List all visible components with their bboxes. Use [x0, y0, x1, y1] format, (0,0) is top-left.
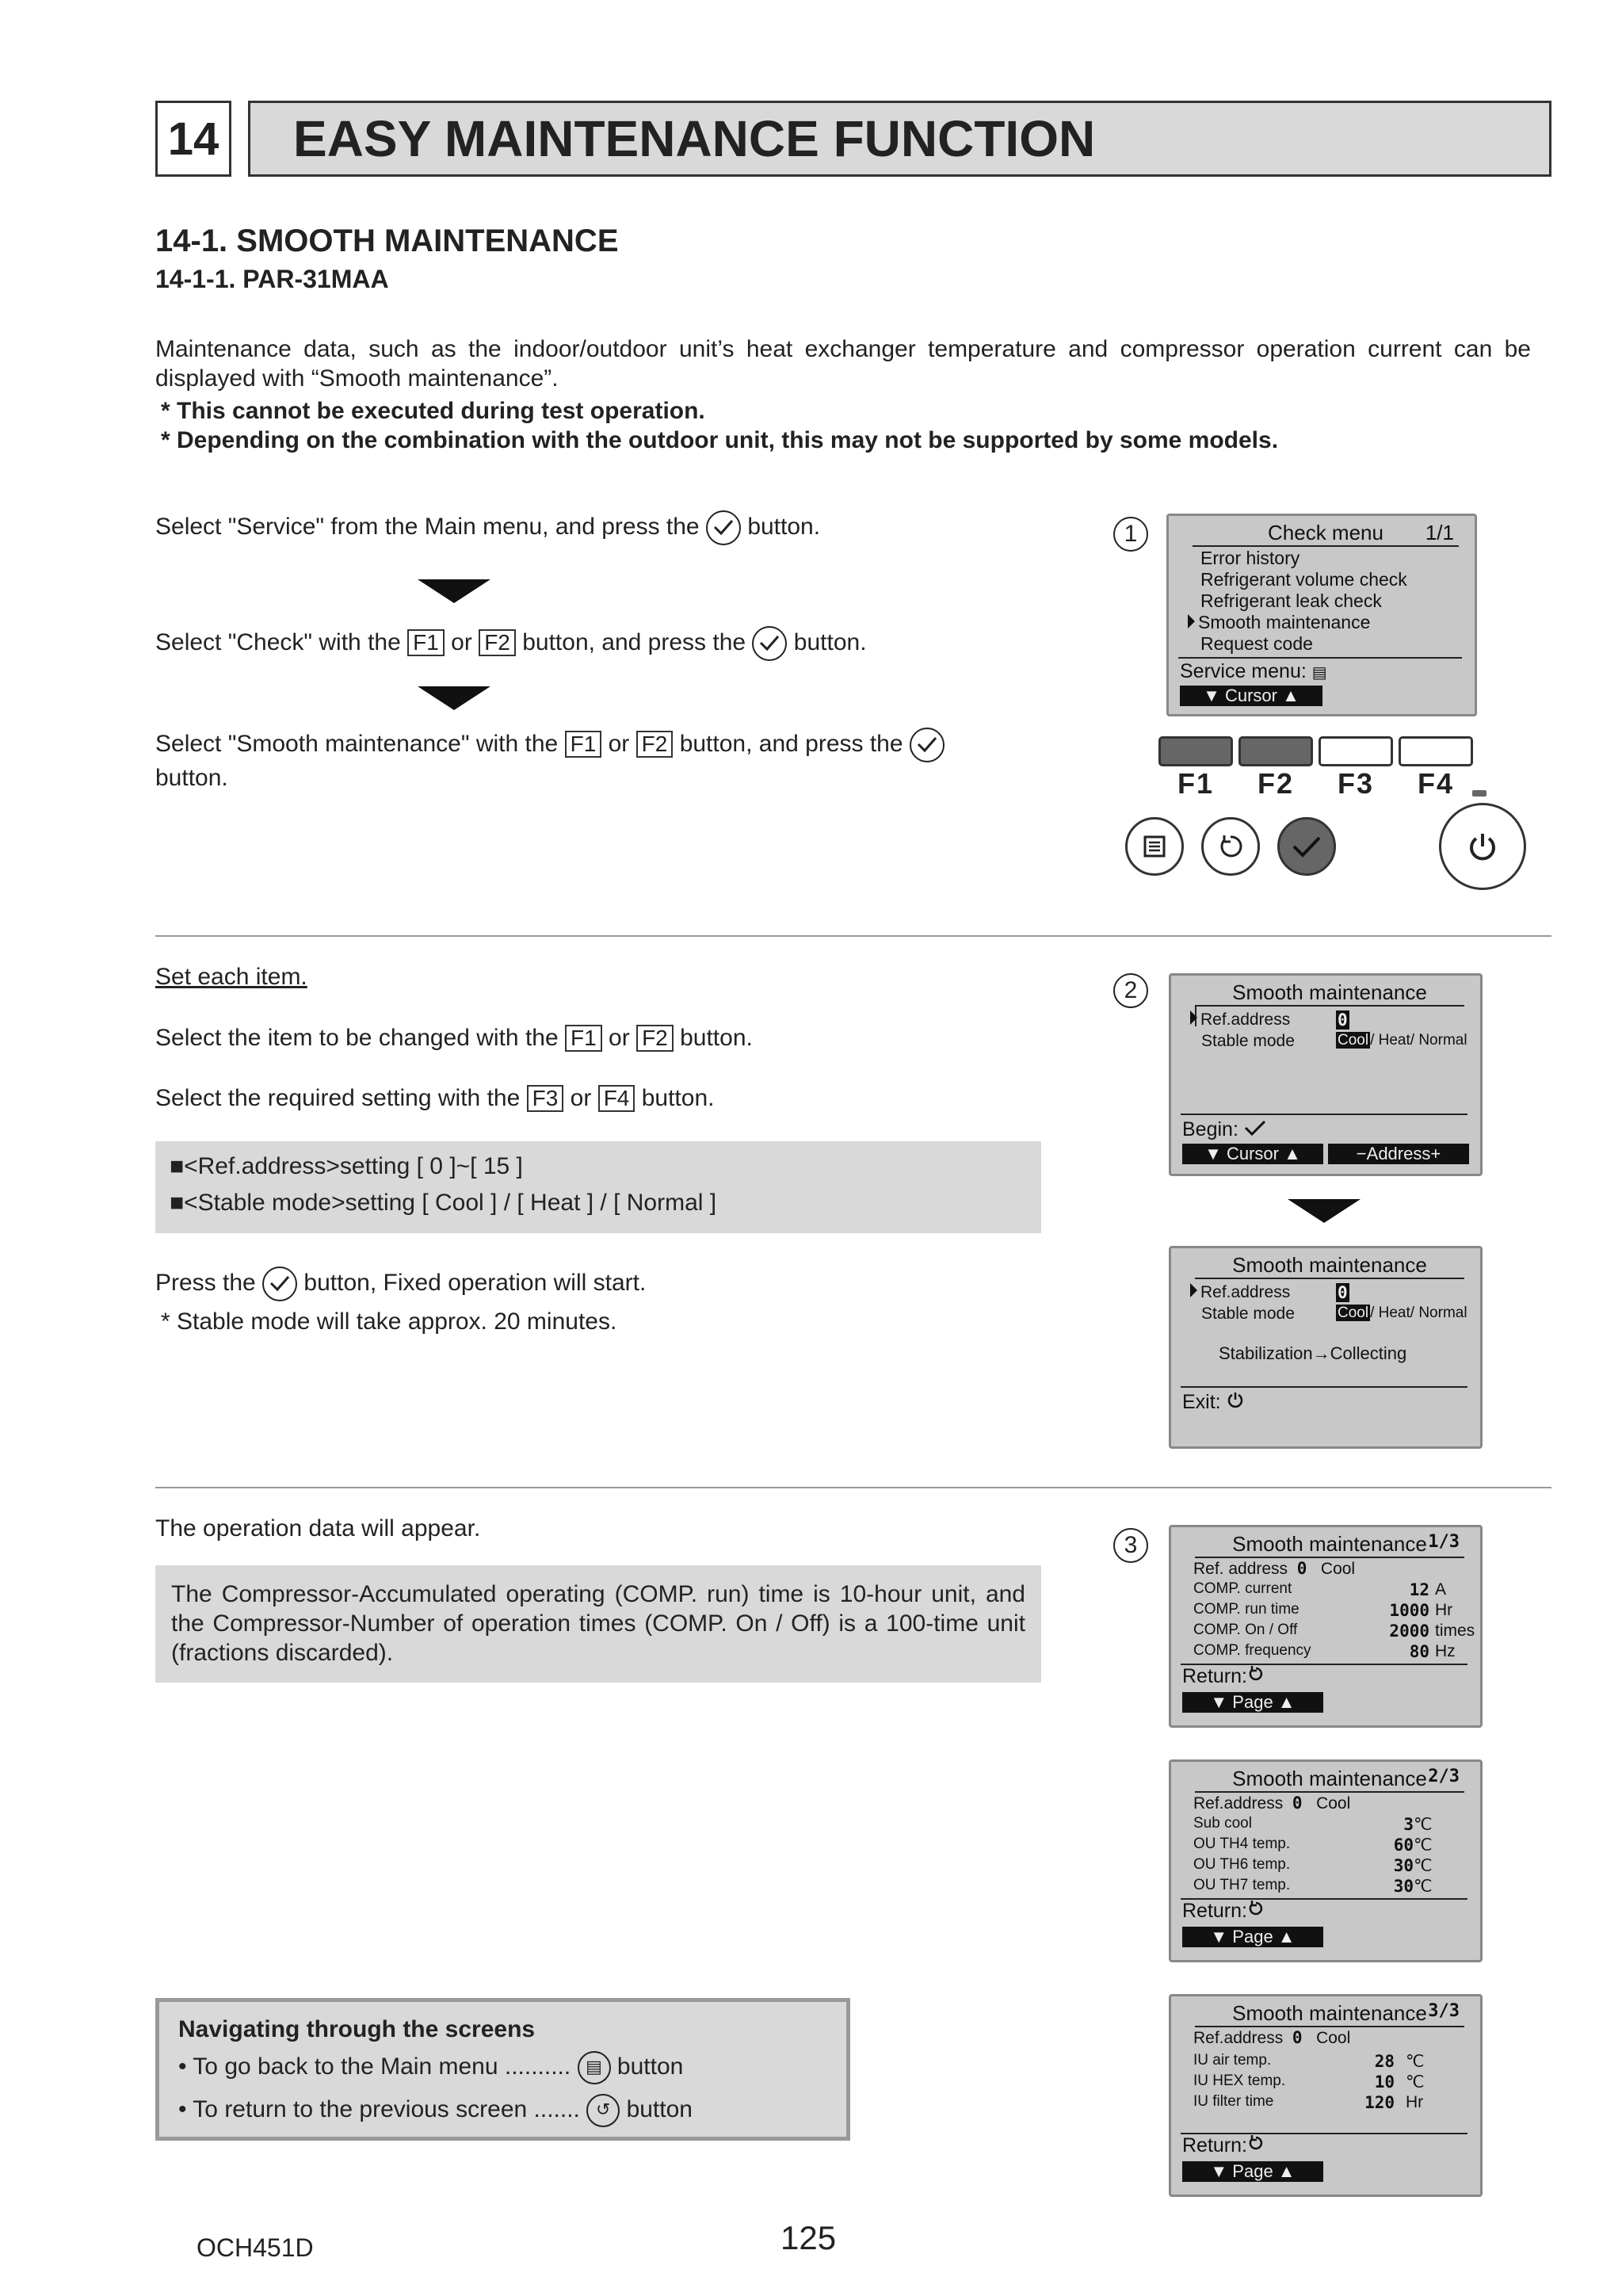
data-value: 80 — [1409, 1642, 1429, 1661]
data-label: OU TH4 temp. — [1193, 1836, 1291, 1852]
menu-icon: ▤ — [578, 2051, 611, 2084]
description-box — [155, 1565, 1041, 1683]
check-icon — [1244, 1120, 1266, 1136]
ok-check-icon — [262, 1266, 297, 1301]
f2-key-label: F2 — [479, 629, 516, 656]
step3-heading: The operation data will appear. — [155, 1515, 481, 1541]
step2-line2: Select the required setting with the F3 or F4 button. — [155, 1085, 715, 1111]
menu-item[interactable]: Refrigerant volume check — [1200, 569, 1407, 590]
f1-label: F1 — [1177, 767, 1214, 800]
data-unit: ℃ — [1406, 2053, 1425, 2071]
f2-key-label: F2 — [636, 1025, 674, 1052]
data-value: 30 — [1393, 1856, 1414, 1875]
ref-address-row: Ref. address 0 Cool — [1193, 1559, 1356, 1578]
return-icon — [1247, 2134, 1265, 2152]
data-unit: ℃ — [1406, 2073, 1425, 2092]
menu-item[interactable]: Request code — [1200, 633, 1313, 654]
data-value: 28 — [1374, 2052, 1395, 2071]
step-number-2: 2 — [1113, 973, 1148, 1008]
f4-key-label: F4 — [598, 1085, 635, 1112]
return-label: Return: — [1182, 2134, 1265, 2157]
data-value: 2000 — [1389, 1622, 1429, 1641]
down-arrow-icon — [418, 579, 490, 603]
ref-address-row: Ref.address 0 Cool — [1193, 1794, 1351, 1813]
down-arrow-icon — [418, 686, 490, 710]
page-bar: ▼ Page ▲ — [1182, 1927, 1323, 1947]
ref-address-setting: ■<Ref.address>setting [ 0 ]~[ 15 ] — [170, 1153, 523, 1179]
data-label: IU filter time — [1193, 2093, 1274, 2110]
compressor-description: The Compressor-Accumulated operating (COMP. run) time is 10-hour unit, and the Compressor-Number of operation times (COMP. On / Off) is a 100-time unit (fractions discarded). — [171, 1581, 1025, 1666]
smooth-maintenance-collecting-screen — [1169, 1246, 1483, 1449]
check-menu-screen — [1166, 514, 1477, 716]
f3-button[interactable] — [1319, 736, 1393, 766]
data-unit: Hr — [1435, 1601, 1453, 1619]
f2-button[interactable] — [1238, 736, 1313, 766]
intro-paragraph: Maintenance data, such as the indoor/outdoor unit’s heat exchanger temperature and compressor operation current can be displayed with “Smooth maintenance”. — [155, 336, 1531, 392]
return-icon — [1247, 1665, 1265, 1683]
menu-item-selected[interactable]: Smooth maintenance — [1188, 612, 1370, 633]
check-icon — [1291, 834, 1322, 859]
data-label: OU TH7 temp. — [1193, 1877, 1291, 1893]
data-unit: ℃ — [1414, 1878, 1433, 1896]
power-icon — [1465, 829, 1500, 864]
data-label: COMP. run time — [1193, 1601, 1300, 1618]
cursor-pointer-icon — [1190, 1010, 1197, 1025]
ok-button[interactable] — [1277, 817, 1336, 876]
stable-mode-value: Cool / Heat/ Normal — [1338, 1305, 1467, 1321]
data-unit: ℃ — [1414, 1857, 1433, 1875]
ref-address-row: Ref.address 0 Cool — [1193, 2028, 1351, 2047]
f2-key-label: F2 — [636, 731, 674, 758]
step1-line3: Select "Smooth maintenance" with the F1 or F2 button, and press the button. — [155, 728, 1043, 794]
return-icon — [1216, 832, 1245, 861]
data-label: COMP. On / Off — [1193, 1622, 1298, 1638]
smooth-maintenance-setting-screen — [1169, 973, 1483, 1176]
status-text: Stabilization→Collecting — [1219, 1343, 1407, 1363]
power-icon — [1227, 1391, 1244, 1408]
step-number-1: 1 — [1113, 517, 1148, 552]
operation-data-screen-1 — [1169, 1525, 1483, 1728]
address-bar: −Address+ — [1328, 1144, 1469, 1164]
nav-previous-screen: • To return to the previous screen ....... ↺ button — [178, 2094, 827, 2127]
page-bar: ▼ Page ▲ — [1182, 1692, 1323, 1713]
screen-title: Check menu 1/1 — [1193, 521, 1459, 547]
step1-line1: Select "Service" from the Main menu, and press the button. — [155, 510, 820, 545]
nav-main-menu: • To go back to the Main menu .......... ▤ button — [178, 2051, 827, 2084]
menu-item[interactable]: Refrigerant leak check — [1200, 590, 1382, 611]
down-arrow-icon — [1288, 1199, 1361, 1223]
screen-title: Smooth maintenance 1/3 — [1195, 1532, 1464, 1558]
operation-data-screen-2 — [1169, 1759, 1483, 1962]
cursor-bar: ▼ Cursor ▲ — [1180, 686, 1322, 706]
page-bar: ▼ Page ▲ — [1182, 2161, 1323, 2182]
step2-heading: Set each item. — [155, 964, 307, 990]
ok-check-icon — [910, 728, 945, 762]
step-number-3: 3 — [1113, 1528, 1148, 1563]
data-value: 1000 — [1389, 1601, 1429, 1620]
led-indicator — [1472, 790, 1487, 797]
ref-address-value: 0 — [1338, 1283, 1348, 1302]
return-button[interactable] — [1201, 817, 1260, 876]
page-number: 125 — [780, 2219, 837, 2256]
data-unit: Hz — [1435, 1642, 1456, 1660]
operation-data-screen-3 — [1169, 1994, 1483, 2197]
f3-key-label: F3 — [527, 1085, 564, 1112]
return-label: Return: — [1182, 1665, 1265, 1688]
screen-title: Smooth maintenance 3/3 — [1195, 2001, 1464, 2027]
menu-button[interactable] — [1125, 817, 1184, 876]
data-label: IU air temp. — [1193, 2052, 1272, 2069]
note-combination: * Depending on the combination with the outdoor unit, this may not be supported by some models. — [161, 427, 1279, 453]
f1-key-label: F1 — [565, 731, 602, 758]
f2-label: F2 — [1257, 767, 1294, 800]
data-label: IU HEX temp. — [1193, 2073, 1286, 2089]
service-menu-label: Service menu: ▤ — [1180, 660, 1327, 682]
cursor-bar: ▼ Cursor ▲ — [1182, 1144, 1323, 1164]
cursor-pointer-icon — [1188, 614, 1195, 628]
chapter-title: EASY MAINTENANCE FUNCTION — [248, 101, 1551, 177]
data-value: 10 — [1374, 2073, 1395, 2092]
data-unit: A — [1435, 1580, 1447, 1599]
f4-button[interactable] — [1399, 736, 1473, 766]
screen-title: Smooth maintenance 2/3 — [1195, 1767, 1464, 1793]
document-code: OCH451D — [197, 2233, 314, 2262]
data-label: OU TH6 temp. — [1193, 1856, 1291, 1873]
step1-line2: Select "Check" with the F1 or F2 button, and press the button. — [155, 626, 867, 661]
data-unit: ℃ — [1414, 1816, 1433, 1834]
exit-label: Exit: — [1182, 1391, 1244, 1414]
stable-mode-note: * Stable mode will take approx. 20 minutes. — [161, 1308, 617, 1335]
ref-address-row[interactable]: Ref.address — [1190, 1010, 1290, 1030]
f1-button[interactable] — [1158, 736, 1233, 766]
data-label: Sub cool — [1193, 1815, 1252, 1832]
begin-label: Begin: — [1182, 1118, 1266, 1141]
stable-mode-row[interactable]: Stable mode — [1201, 1032, 1295, 1050]
f4-label: F4 — [1417, 767, 1454, 800]
cursor-pointer-icon — [1190, 1283, 1197, 1297]
return-label: Return: — [1182, 1900, 1265, 1923]
settings-box — [155, 1141, 1041, 1233]
navigation-title: Navigating through the screens — [178, 2016, 536, 2042]
screen-title: Smooth maintenance — [1195, 1253, 1464, 1279]
ok-check-icon — [706, 510, 741, 545]
section-title: 14-1. SMOOTH MAINTENANCE — [155, 223, 619, 258]
data-label: COMP. current — [1193, 1580, 1292, 1597]
f1-key-label: F1 — [407, 629, 445, 656]
f1-key-label: F1 — [565, 1025, 602, 1052]
step2-line1: Select the item to be changed with the F1 or F2 button. — [155, 1025, 753, 1051]
ref-address-row: Ref.address — [1190, 1283, 1290, 1302]
data-value: 120 — [1364, 2093, 1395, 2112]
navigation-box — [155, 1998, 850, 2141]
chapter-number: 14 — [155, 101, 231, 177]
data-unit: times — [1435, 1622, 1475, 1640]
divider — [155, 935, 1551, 937]
screen-title: Smooth maintenance — [1195, 980, 1464, 1007]
data-label: COMP. frequency — [1193, 1642, 1311, 1659]
data-unit: ℃ — [1414, 1836, 1433, 1855]
data-value: 30 — [1393, 1877, 1414, 1896]
data-value: 60 — [1393, 1836, 1414, 1855]
stable-mode-setting: ■<Stable mode>setting [ Cool ] / [ Heat ] / [ Normal ] — [170, 1190, 717, 1216]
stable-mode-value: Cool / Heat/ Normal — [1338, 1032, 1467, 1049]
divider — [155, 1487, 1551, 1488]
ok-check-icon — [752, 626, 787, 661]
data-value: 3 — [1403, 1815, 1414, 1834]
return-icon: ↺ — [586, 2094, 620, 2127]
menu-icon — [1143, 835, 1166, 858]
menu-item[interactable]: Error history — [1200, 548, 1300, 568]
step2-press: Press the button, Fixed operation will start. — [155, 1266, 646, 1301]
data-value: 12 — [1409, 1580, 1429, 1599]
stable-mode-row: Stable mode — [1201, 1305, 1295, 1323]
note-test-operation: * This cannot be executed during test operation. — [161, 398, 705, 424]
power-button[interactable] — [1439, 803, 1526, 890]
return-icon — [1247, 1900, 1265, 1917]
section-subtitle: 14-1-1. PAR-31MAA — [155, 265, 389, 293]
data-unit: Hr — [1406, 2093, 1424, 2111]
menu-icon: ▤ — [1311, 664, 1327, 682]
f3-label: F3 — [1337, 767, 1374, 800]
ref-address-value: 0 — [1338, 1010, 1348, 1030]
